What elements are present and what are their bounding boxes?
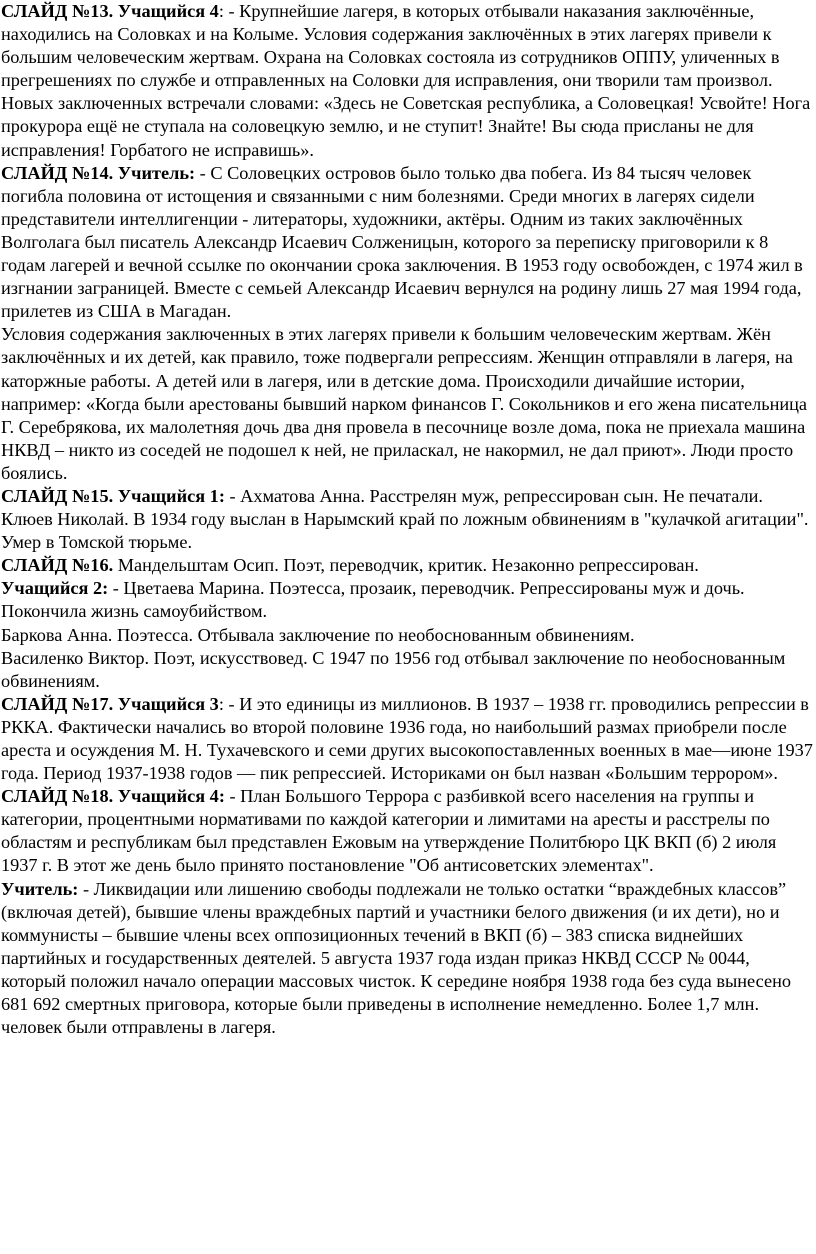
speaker-label: Учитель: bbox=[1, 878, 79, 899]
paragraph-slide-14 bbox=[1, 162, 814, 324]
paragraph-text: - Ликвидации или лишению свободы подлежали не только остатки “враждебных классов” (включая детей), бывшие члены враждебных партий и участники белого движения (и их дети), но и коммунисты – бывшие члены всех оппозиционных течений в ВКП (б) – 383 списка виднейших партийных и государственных деятелей. 5 августа 1937 года издан приказ НКВД СССР № 0044, который положил начало операции массовых чисток. К середине ноября 1938 года без суда вынесено 681 692 смертных приговора, которые были приведены в исполнение немедленно. Более 1,7 млн. человек были отправлены в лагеря. bbox=[1, 878, 791, 1038]
speaker-label: СЛАЙД №16. bbox=[1, 555, 114, 576]
paragraph-slide-18 bbox=[1, 785, 814, 877]
paragraph-text: - План Большого Террора с разбивкой всего населения на группы и категории, процентными нормативами по каждой категории и лимитами на аресты и расстрелы по областям и республикам был представлен Ежовым на утверждение Политбюро ЦК ВКП (б) 2 июля 1937 г. В этот же день было принято постановление "Об антисоветских элементах". bbox=[1, 786, 777, 876]
speaker-label: СЛАЙД №17. Учащийся 3 bbox=[1, 693, 219, 714]
speaker-label: СЛАЙД №18. Учащийся 4: bbox=[1, 786, 225, 807]
paragraph-text: : - И это единицы из миллионов. В 1937 – 1938 гг. проводились репрессии в РККА. Фактически начались во второй половине 1936 года, но наибольший размах приобрели после ареста и осуждения М. Н. Тухачевского и семи других высокопоставленных военных в мае—июне 1937 года. Период 1937-1938 годов — пик репрессией. Историками он был назван «Большим террором». bbox=[1, 693, 813, 784]
speaker-label: СЛАЙД №13. Учащийся 4 bbox=[1, 1, 219, 21]
paragraph-text: : - Крупнейшие лагеря, в которых отбывали наказания заключённые, находились на Соловках и на Колыме. Условия содержания заключённых в этих лагерях привели к большим человеческим жертвам. Охрана на Соловках состояла из сотрудников ОППУ, уличенных в прегрешениях по службе и отправленных на Соловки для исправления, они творили там произвол. Новых заключенных встречали словами: «Здесь не Советская республика, а Соловецкая! Усвойте! Нога прокурора ещё не ступала на соловецкую землю, и не ступит! Знайте! Вы сюда присланы не для исправления! Горбатого не исправишь». bbox=[1, 1, 811, 160]
paragraph-slide-16 bbox=[1, 554, 814, 577]
paragraph-text: Баркова Анна. Поэтесса. Отбывала заключение по необоснованным обвинениям. bbox=[1, 624, 635, 645]
paragraph-slide-13 bbox=[1, 0, 814, 162]
paragraph-student-2 bbox=[1, 577, 814, 623]
speaker-label: СЛАЙД №15. Учащийся 1: bbox=[1, 485, 225, 506]
paragraph-barkova bbox=[1, 624, 814, 647]
paragraph-text: Условия содержания заключенных в этих лагерях привели к большим человеческим жертвам. Жён заключённых и их детей, как правило, тоже подвергали репрессиям. Женщин отправляли в лагеря, на каторжные работы. А детей или в лагеря, или в детские дома. Происходили дичайшие истории, например: «Когда были арестованы бывший нарком финансов Г. Сокольников и его жена писательница Г. Серебрякова, их малолетняя дочь два дня провела в песочнице возле дома, пока не приехала машина НКВД – никто из соседей не подошел к ней, не приласкал, не накормил, не дал приют». Люди просто боялись. bbox=[1, 324, 808, 483]
paragraph-text: Мандельштам Осип. Поэт, переводчик, критик. Незаконно репрессирован. bbox=[113, 555, 699, 576]
paragraph-slide-15 bbox=[1, 485, 814, 508]
speaker-label: Учащийся 2: bbox=[1, 578, 109, 599]
paragraph-text: - С Соловецких островов было только два побега. Из 84 тысяч человек погибла половина от истощения и связанными с ним болезнями. Среди многих в лагерях сидели представители интеллигенции - литераторы, художники, актёры. Одним из таких заключённых Волголага был писатель Александр Исаевич Солженицын, которого за переписку приговорили к 8 годам лагерей и вечной ссылке по окончании срока заключения. В 1953 году освобожден, с 1974 жил в изгнании заграницей. Вместе с семьей Александр Исаевич вернулся на родину лишь 27 мая 1994 года, прилетев из США в Магадан. bbox=[1, 162, 803, 322]
paragraph-text: - Ахматова Анна. Расстрелян муж, репрессирован сын. Не печатали. bbox=[224, 485, 763, 506]
paragraph-text: Василенко Виктор. Поэт, искусствовед. С 1947 по 1956 год отбывал заключение по необоснованным обвинениям. bbox=[1, 647, 786, 691]
paragraph-vasilenko bbox=[1, 647, 814, 693]
paragraph-camp-conditions bbox=[1, 323, 814, 485]
paragraph-text: Клюев Николай. В 1934 году выслан в Нарымский край по ложным обвинениям в "кулачкой агитации". Умер в Томской тюрьме. bbox=[1, 509, 809, 553]
paragraph-slide-17 bbox=[1, 693, 814, 785]
paragraph-klyuev bbox=[1, 508, 814, 554]
speaker-label: СЛАЙД №14. Учитель: bbox=[1, 162, 196, 183]
paragraph-text: - Цветаева Марина. Поэтесса, прозаик, переводчик. Репрессированы муж и дочь. Покончила жизнь самоубийством. bbox=[1, 578, 745, 622]
paragraph-teacher bbox=[1, 878, 814, 1040]
